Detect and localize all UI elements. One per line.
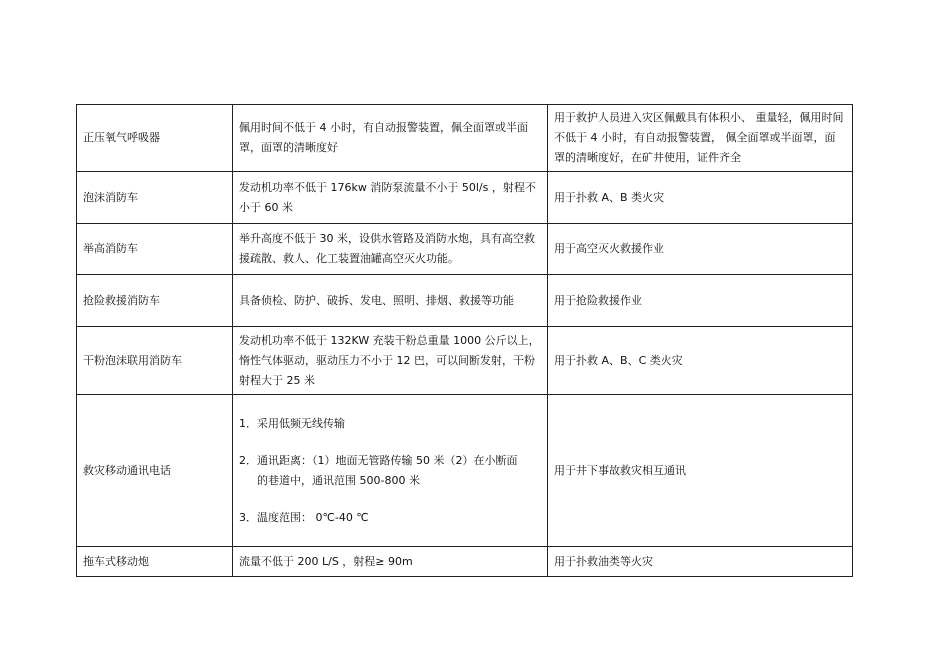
table-row — [77, 172, 853, 224]
equipment-usage: 用于扑救 A、B、C 类火灾 — [548, 327, 853, 395]
equipment-spec: 流量不低于 200 L/S ，射程≥ 90m — [233, 547, 548, 577]
equipment-table — [76, 104, 853, 577]
equipment-spec: 具备侦检、防护、破拆、发电、照明、排烟、救援等功能 — [233, 275, 548, 327]
equipment-name: 举高消防车 — [77, 224, 233, 275]
equipment-usage: 用于井下事故救灾相互通讯 — [548, 395, 853, 547]
equipment-usage: 用于抢险救援作业 — [548, 275, 853, 327]
equipment-name: 正压氧气呼吸器 — [77, 105, 233, 172]
table-row — [77, 395, 853, 547]
equipment-spec — [233, 395, 548, 547]
equipment-usage: 用于高空灭火救援作业 — [548, 224, 853, 275]
equipment-name: 拖车式移动炮 — [77, 547, 233, 577]
equipment-spec: 举升高度不低于 30 米，设供水管路及消防水炮，具有高空救援疏散、救人、化工装置油罐高空灭火功能。 — [233, 224, 548, 275]
table-row — [77, 275, 853, 327]
equipment-spec: 发动机功率不低于 176kw 消防泵流量不小于 50l/s ，射程不小于 60 米 — [233, 172, 548, 224]
spec-list — [239, 414, 541, 528]
equipment-name: 泡沫消防车 — [77, 172, 233, 224]
table-row — [77, 224, 853, 275]
table-row — [77, 327, 853, 395]
equipment-usage: 用于救护人员进入灾区佩戴具有体积小、 重量轻，佩用时间不低于 4 小时，有自动报警装置， 佩全面罩或半面罩，面罩的清晰度好，在矿井使用，证件齐全 — [548, 105, 853, 172]
list-item: 3．温度范围： 0℃-40 ℃ — [239, 510, 369, 524]
list-item: 1．采用低频无线传输 — [239, 416, 345, 430]
equipment-name: 救灾移动通讯电话 — [77, 395, 233, 547]
equipment-usage: 用于扑救 A、B 类火灾 — [548, 172, 853, 224]
equipment-name: 干粉泡沫联用消防车 — [77, 327, 233, 395]
table-row — [77, 547, 853, 577]
equipment-spec: 发动机功率不低于 132KW 充装干粉总重量 1000 公斤以上，惰性气体驱动，驱动压力不小于 12 巴，可以间断发射，干粉射程大于 25 米 — [233, 327, 548, 395]
list-item: 的巷道中，通讯范围 500-800 米 — [257, 473, 420, 487]
table-row — [77, 105, 853, 172]
equipment-spec: 佩用时间不低于 4 小时，有自动报警装置，佩全面罩或半面罩，面罩的清晰度好 — [233, 105, 548, 172]
equipment-name: 抢险救援消防车 — [77, 275, 233, 327]
list-item: 2．通讯距离：（1）地面无管路传输 50 米（2）在小断面 — [239, 453, 518, 467]
equipment-usage: 用于扑救油类等火灾 — [548, 547, 853, 577]
